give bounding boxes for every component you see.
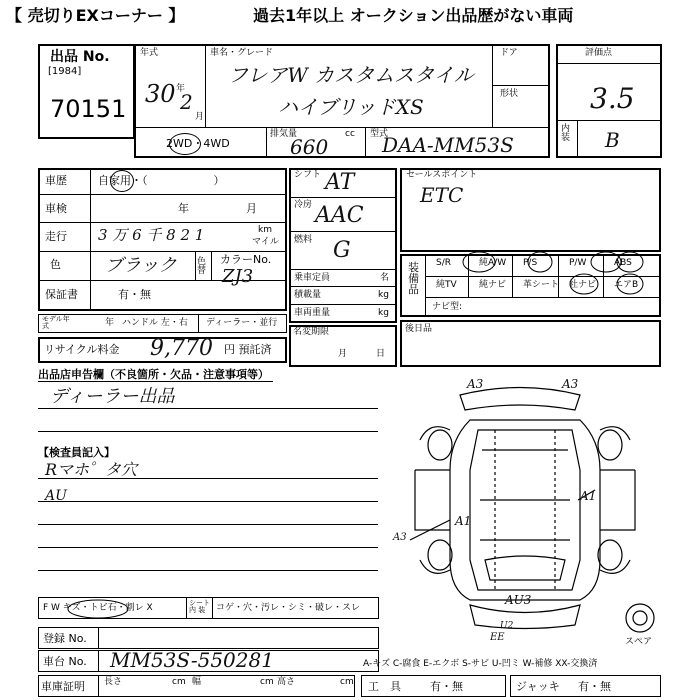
legend-fw: F W キズ・トビ石・割レ X: [43, 603, 153, 613]
year-value: 30: [145, 80, 176, 108]
mark-a1-2: A1: [455, 514, 472, 528]
name-label: 車名・グレード: [210, 48, 274, 58]
dims-height-cm: cm: [340, 677, 354, 687]
capacity-unit: 名: [380, 273, 390, 283]
displacement-label: 排気量: [270, 129, 298, 139]
codes-legend: A-キズ C-腐食 E-エクボ S-サビ U-凹ミ W-補修 XX-交換済: [363, 659, 598, 669]
fuel-label: 燃料: [294, 235, 313, 245]
color-change: 色替: [197, 257, 207, 276]
chassis-value: MM53S-550281: [110, 648, 274, 672]
legend-seat-codes: コゲ・穴・汚レ・シミ・破レ・スレ: [216, 603, 361, 613]
weight-unit: kg: [378, 308, 389, 318]
model-year-year: 年: [105, 318, 115, 328]
displacement-value: 660: [290, 135, 329, 159]
sales-value: ETC: [420, 183, 464, 207]
lot-sub: [1984]: [48, 66, 82, 77]
mark-au3: AU3: [505, 593, 532, 607]
inspector-line1: Rマホ゜タ穴: [45, 460, 138, 479]
header-right: 過去1年以上 オークション出品歴がない車両: [253, 6, 574, 25]
lot-label: 出品 No.: [50, 49, 110, 65]
weight-label: 車両重量: [294, 308, 331, 318]
equipment-item: P/S: [523, 258, 538, 268]
mark-u2: U2: [500, 621, 514, 631]
name-change-month: 月: [338, 349, 348, 359]
jack-label: ジャッキ: [516, 680, 560, 693]
seller-notes-label: 出品店申告欄（不良箇所・欠品・注意事項等）: [38, 368, 269, 381]
mark-ee: EE: [490, 632, 505, 643]
registration-label: 登録 No.: [43, 632, 87, 645]
history-label: 車歴: [45, 174, 67, 187]
name-line1: フレアW カスタムスタイル: [228, 63, 474, 87]
chassis-label: 車台 No.: [43, 655, 87, 668]
shift-label: シフト: [294, 170, 322, 180]
load-label: 積載量: [294, 290, 322, 300]
tools-value: 有・無: [430, 680, 463, 693]
name-change-day: 日: [376, 349, 386, 359]
equipment-item: P/W: [569, 258, 587, 268]
mark-a1-1: A1: [580, 489, 597, 503]
color-code: ZJ3: [222, 266, 254, 287]
model-year-dealer: ディーラー・並行: [206, 318, 278, 328]
mark-a3-1: A3: [467, 377, 484, 391]
lot-number: 70151: [50, 95, 127, 123]
equipment-item: 純ナビ: [479, 280, 507, 290]
capacity-label: 乗車定員: [294, 273, 331, 283]
color-label: 色: [50, 258, 61, 271]
mileage-mile: マイル: [252, 237, 279, 247]
model-year-label: モデル年式: [42, 315, 70, 330]
equipment-item: 純A/W: [479, 258, 507, 268]
equipment-item: ABS: [614, 258, 632, 268]
equipment-item: 社ナビ: [569, 280, 597, 290]
inspection-year: 年: [178, 202, 189, 215]
spare-label: スペア: [625, 637, 653, 647]
equipment-item: エアB: [614, 280, 639, 290]
warranty-label: 保証書: [45, 288, 78, 301]
model-year-handle: ハンドル 左・右: [122, 318, 188, 328]
jack-value: 有・無: [578, 680, 611, 693]
shift-value: AT: [325, 170, 355, 195]
dims-label: 車庫証明: [41, 680, 85, 693]
recycle-unit: 円 預託済: [224, 343, 272, 356]
color-value: ブラック: [105, 255, 177, 276]
seller-notes-value: ディーラー出品: [50, 386, 175, 407]
sales-label: セールスポイント: [406, 170, 478, 180]
mileage-value: 3 万 6 千 8 2 1: [98, 226, 205, 244]
year-label: 年式: [140, 48, 159, 58]
warranty-value: 有・無: [118, 288, 151, 301]
shape-label: 形状: [500, 89, 519, 99]
score-value: 3.5: [590, 82, 635, 115]
mileage-km: km: [258, 225, 272, 235]
registration-box: [38, 627, 379, 649]
equipment-item: 革シート: [523, 280, 560, 290]
model-value: DAA-MM53S: [382, 133, 514, 157]
score-label: 評価点: [585, 48, 613, 58]
interior-value: B: [605, 128, 620, 152]
fuel-value: G: [333, 238, 351, 263]
load-unit: kg: [378, 290, 389, 300]
recycle-label: リサイクル料金: [44, 343, 120, 356]
inspector-line2: AU: [45, 488, 67, 504]
displacement-unit: cc: [345, 129, 355, 139]
legend-seat: シート内 装: [189, 599, 210, 614]
name-change-label: 名変期限: [293, 327, 330, 337]
inspection-month: 月: [246, 202, 257, 215]
equipment-label: 装備品: [408, 261, 419, 296]
history-value: 自家用・（ ）: [98, 174, 225, 187]
door-label: ドア: [500, 48, 518, 58]
header-left: 【 売切りEXコーナー 】: [6, 6, 185, 25]
drive-label: 2WD・4WD: [166, 137, 230, 150]
mark-a3-2: A3: [562, 377, 579, 391]
inspector-label: 【検査員記入】: [38, 446, 115, 459]
year-unit: 年: [176, 84, 186, 94]
month-unit: 月: [195, 112, 205, 122]
equipment-item: S/R: [436, 258, 451, 268]
year-month-value: 2: [180, 90, 193, 114]
post-label: 後日品: [405, 324, 433, 334]
ac-label: 冷房: [294, 200, 313, 210]
navi-label: ナビ型:: [432, 302, 463, 312]
recycle-value: 9,770: [150, 336, 213, 361]
dims-width: 幅: [192, 677, 202, 687]
dims-length-cm: cm: [172, 677, 186, 687]
equipment-item: 純TV: [436, 280, 457, 290]
mark-a3-3: A3: [393, 532, 407, 543]
model-label: 型式: [370, 129, 389, 139]
color-code-label: カラーNo.: [220, 253, 272, 266]
inspection-label: 車検: [45, 202, 67, 215]
dims-height: 高さ: [277, 677, 296, 687]
name-line2: ハイブリッドXS: [278, 95, 424, 119]
ac-value: AAC: [315, 203, 364, 228]
tools-label: 工 具: [368, 680, 401, 693]
dims-length: 長さ: [104, 677, 123, 687]
dims-width-cm: cm: [260, 677, 274, 687]
mileage-label: 走行: [45, 230, 67, 243]
interior-label: 内装: [561, 124, 571, 143]
